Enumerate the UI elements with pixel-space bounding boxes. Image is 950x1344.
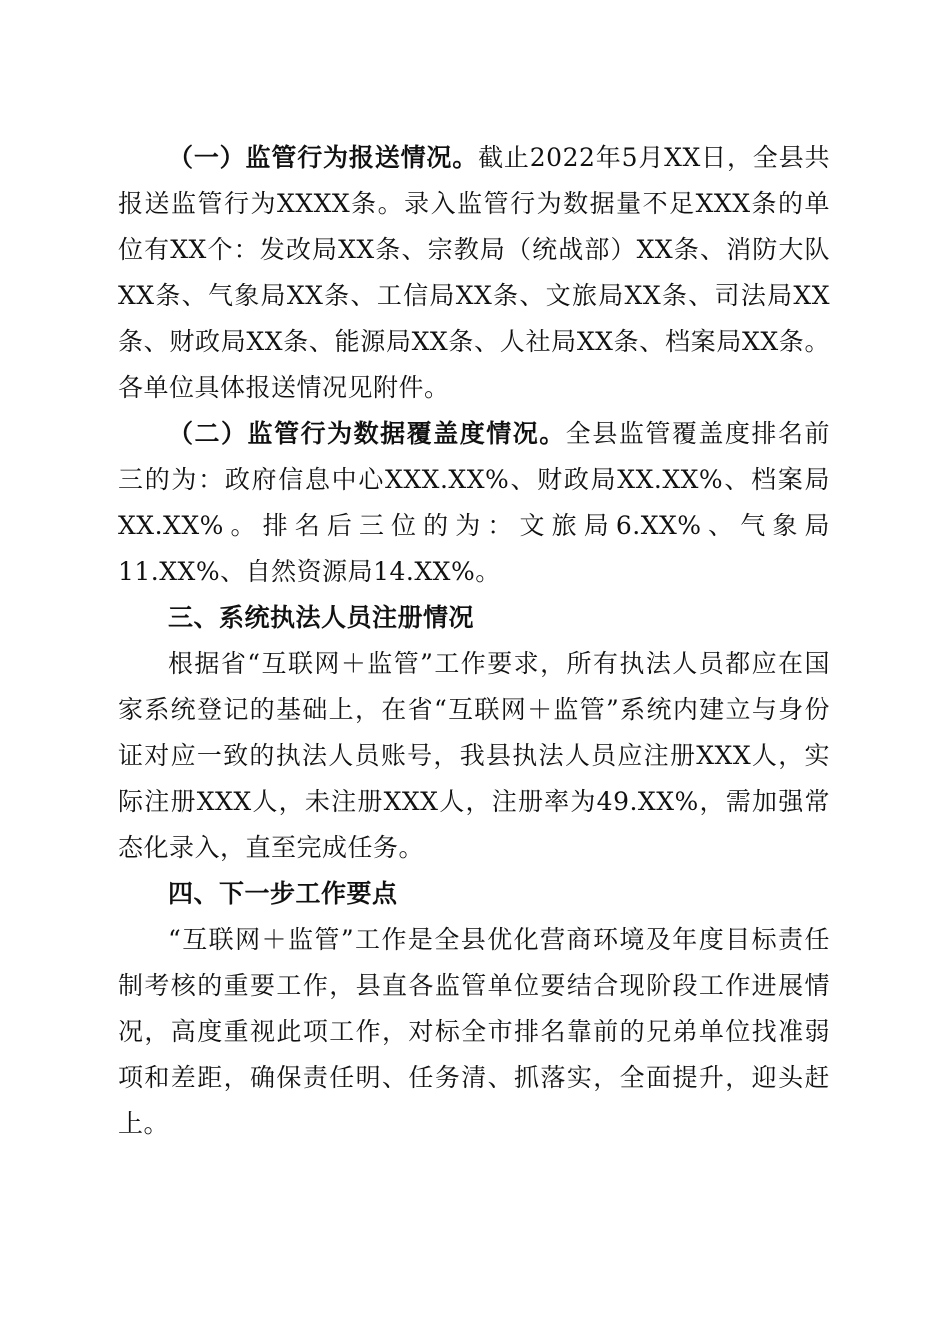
paragraph-4: “互联网＋监管”工作是全县优化营商环境及年度目标责任制考核的重要工作，县直各监管单位要结合现阶段工作进展情况，高度重视此项工作，对标全市排名靠前的兄弟单位找准弱项和差距，确保责任明、任务清、抓落实，全面提升，迎头赶上。: [118, 925, 830, 1138]
section-1-body: 截止2022年5月XX日，全县共报送监管行为XXXX条。录入监管行为数据量不足XXX条的单位有XX个：发改局XX条、宗教局（统战部）XX条、消防大队XX条、气象局XX条、工信局XX条、文旅局XX条、司法局XX条、财政局XX条、能源局XX条、人社局XX条、档案局XX条。各单位具体报送情况见附件。: [118, 143, 830, 402]
heading-3: 三、系统执法人员注册情况: [168, 603, 475, 632]
section-1-lead: （一）监管行为报送情况。: [168, 143, 479, 172]
section-2-paragraph: [118, 411, 830, 595]
document-page: [118, 135, 830, 1147]
section-2-body: 全县监管覆盖度排名前三的为：政府信息中心XXX.XX%、财政局XX.XX%、档案局XX.XX%。排名后三位的为：文旅局6.XX%、气象局11.XX%、自然资源局14.XX%。: [118, 419, 830, 586]
paragraph-3: 根据省“互联网＋监管”工作要求，所有执法人员都应在国家系统登记的基础上，在省“互联网＋监管”系统内建立与身份证对应一致的执法人员账号，我县执法人员应注册XXX人，实际注册XXX人，未注册XXX人，注册率为49.XX%，需加强常态化录入，直至完成任务。: [118, 649, 830, 862]
section-2-lead: （二）监管行为数据覆盖度情况。: [168, 419, 566, 448]
heading-4: 四、下一步工作要点: [168, 879, 398, 908]
section-1-paragraph: [118, 135, 830, 411]
